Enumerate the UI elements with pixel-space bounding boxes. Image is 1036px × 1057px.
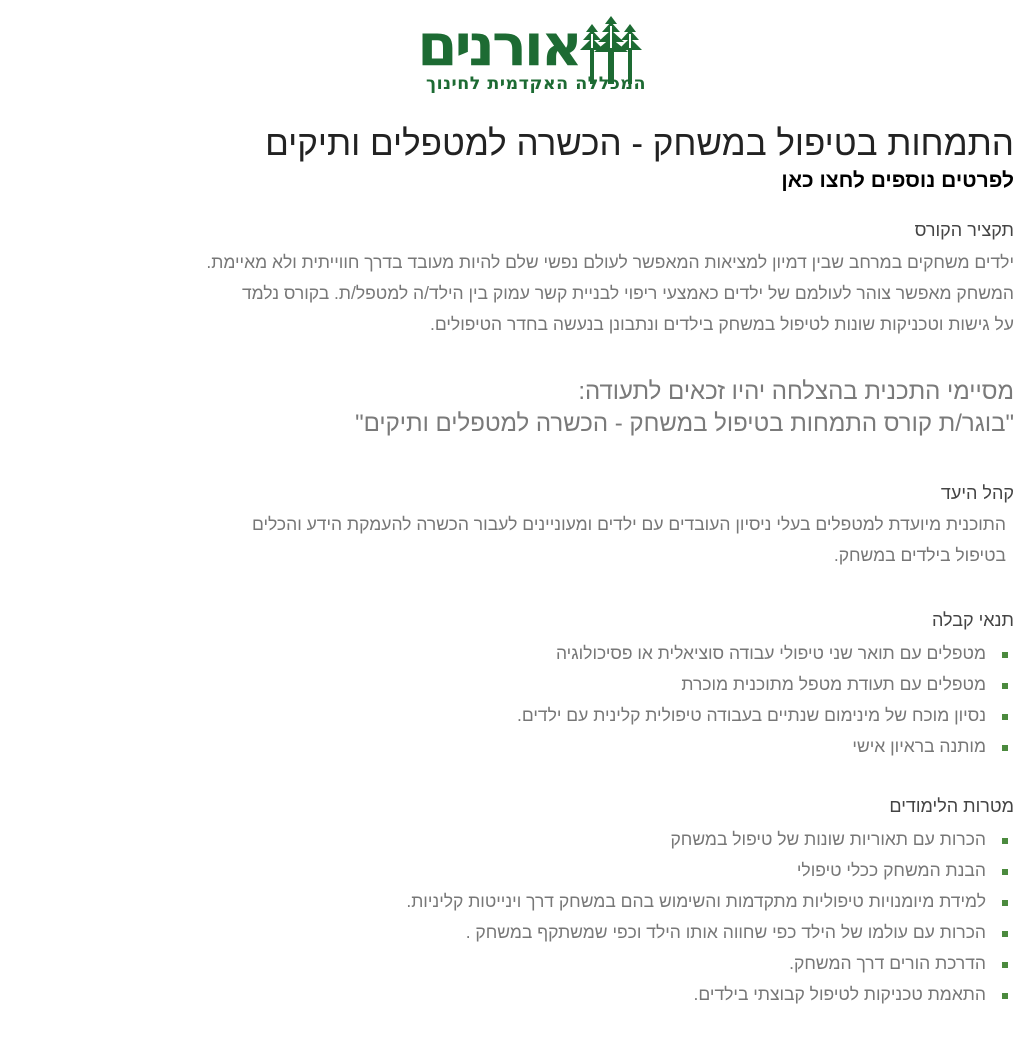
list-item-text: התאמת טכניקות לטיפול קבוצתי בילדים. bbox=[693, 984, 986, 1004]
bullet-icon bbox=[1002, 652, 1008, 658]
bullet-icon bbox=[1002, 993, 1008, 999]
list-item-text: מותנה בראיון אישי bbox=[852, 736, 986, 756]
summary-heading: תקציר הקורס bbox=[914, 220, 1014, 240]
audience-heading: קהל היעד bbox=[940, 483, 1014, 503]
page-title: התמחות בטיפול במשחק - הכשרה למטפלים ותיקים bbox=[265, 124, 1014, 163]
summary-text bbox=[54, 247, 1014, 340]
admission-list bbox=[54, 638, 1014, 762]
list-item-text: הכרות עם תאוריות שונות של טיפול במשחק bbox=[670, 829, 986, 849]
certificate-note bbox=[54, 376, 1014, 440]
certificate-line: מסיימי התכנית בהצלחה יהיו זכאים לתעודה: bbox=[578, 378, 1014, 405]
college-logo bbox=[392, 11, 654, 98]
list-item-text: מטפלים עם תואר שני טיפולי עבודה סוציאלית או פסיכולוגיה bbox=[555, 643, 986, 663]
list-item-text: למידת מיומנויות טיפוליות מתקדמות והשימוש בהם במשחק דרך וינייטות קליניות. bbox=[406, 891, 986, 911]
summary-line: המשחק מאפשר צוהר לעולמם של ילדים כאמצעי ריפוי לבניית קשר עמוק בין הילד/ה למטפל/ת. בקורס נלמד bbox=[241, 283, 1014, 303]
goals-heading: מטרות הלימודים bbox=[889, 796, 1014, 816]
list-item-text: מטפלים עם תעודת מטפל מתוכנית מוכרת bbox=[681, 674, 986, 694]
logo-wordmark: אורנים bbox=[417, 11, 580, 79]
audience-line: בטיפול בילדים במשחק. bbox=[833, 545, 1006, 565]
list-item bbox=[54, 979, 1014, 1010]
list-item bbox=[54, 948, 1014, 979]
bullet-icon bbox=[1002, 683, 1008, 689]
list-item bbox=[54, 731, 1014, 762]
summary-line: ילדים משחקים במרחב שבין דמיון למציאות המאפשר לעולם נפשי שלם להיות מעובד בדרך חווייתית ולא מאיימת. bbox=[206, 252, 1014, 272]
list-item bbox=[54, 700, 1014, 731]
logo-tagline: המכללה האקדמית לחינוך bbox=[426, 74, 646, 94]
goals-list bbox=[54, 824, 1014, 1010]
bullet-icon bbox=[1002, 962, 1008, 968]
list-item bbox=[54, 638, 1014, 669]
bullet-icon bbox=[1002, 838, 1008, 844]
certificate-name: "בוגר/ת קורס התמחות בטיפול במשחק - הכשרה למטפלים ותיקים" bbox=[355, 410, 1014, 437]
more-details-link[interactable]: לפרטים נוספים לחצו כאן bbox=[781, 169, 1014, 192]
bullet-icon bbox=[1002, 714, 1008, 720]
list-item-text: נסיון מוכח של מינימום שנתיים בעבודה טיפולית קלינית עם ילדים. bbox=[516, 705, 986, 725]
admission-heading: תנאי קבלה bbox=[931, 610, 1014, 630]
audience-text bbox=[54, 509, 1014, 571]
bullet-icon bbox=[1002, 900, 1008, 906]
list-item-text: הדרכת הורים דרך המשחק. bbox=[789, 953, 986, 973]
list-item-text: הכרות עם עולמו של הילד כפי שחווה אותו הילד וכפי שמשתקף במשחק . bbox=[465, 922, 986, 942]
list-item bbox=[54, 855, 1014, 886]
list-item-text: הבנת המשחק ככלי טיפולי bbox=[796, 860, 986, 880]
audience-line: התוכנית מיועדת למטפלים בעלי ניסיון העובדים עם ילדים ומעוניינים לעבור הכשרה להעמקת הידע והכלים bbox=[251, 514, 1006, 534]
course-content bbox=[54, 122, 1014, 1010]
list-item bbox=[54, 886, 1014, 917]
bullet-icon bbox=[1002, 931, 1008, 937]
list-item bbox=[54, 824, 1014, 855]
bullet-icon bbox=[1002, 869, 1008, 875]
bullet-icon bbox=[1002, 745, 1008, 751]
list-item bbox=[54, 669, 1014, 700]
list-item bbox=[54, 917, 1014, 948]
summary-line: על גישות וטכניקות שונות לטיפול במשחק בילדים ונתבונן בנעשה בחדר הטיפולים. bbox=[430, 314, 1014, 334]
